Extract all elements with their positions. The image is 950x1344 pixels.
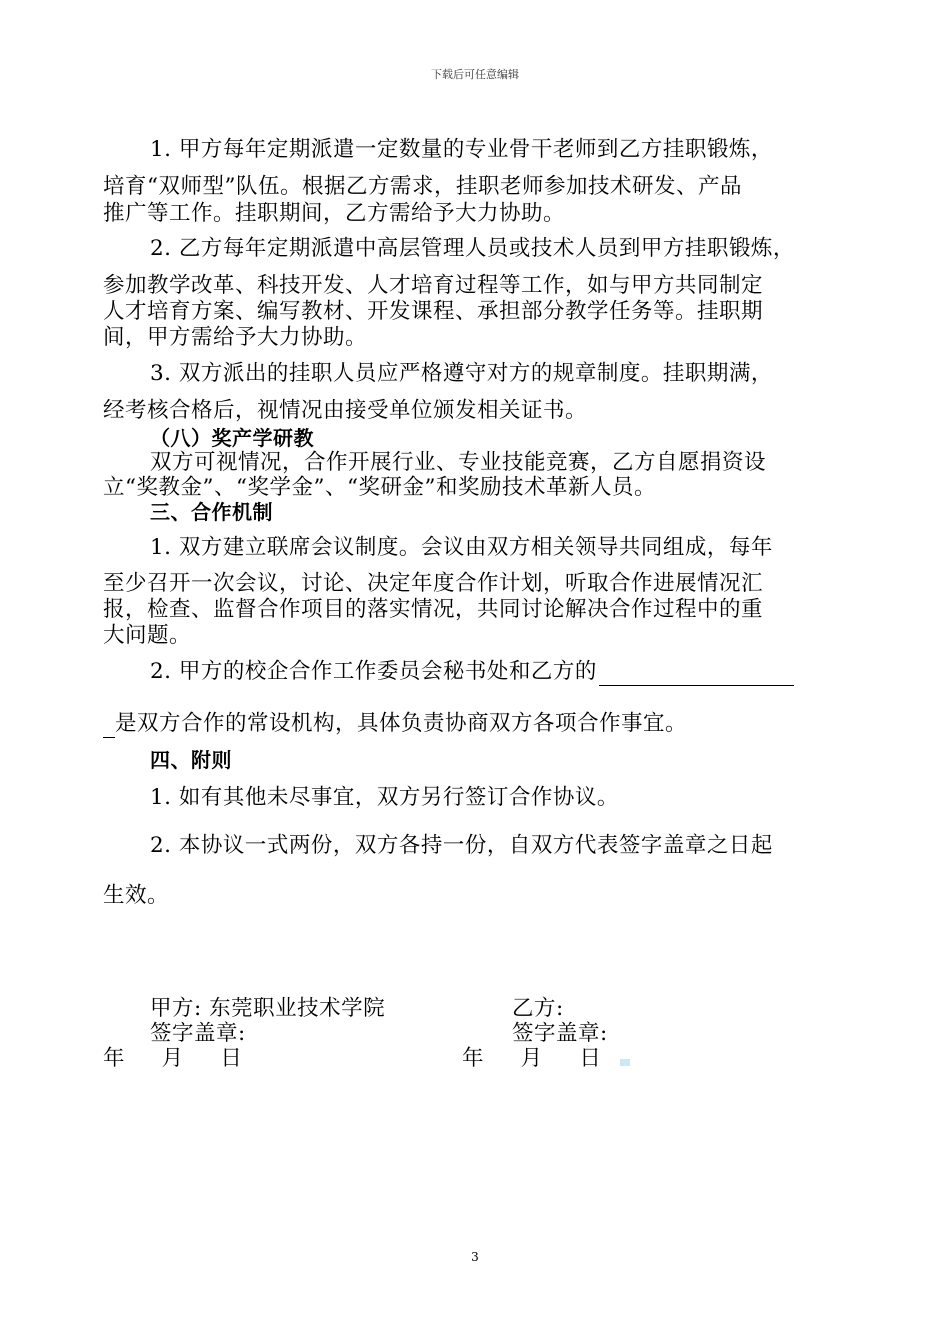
- text-line: 1. 如有其他未尽事宜，双方另行签订合作协议。: [150, 785, 619, 810]
- text-line: 2. 乙方每年定期派遣中高层管理人员或技术人员到甲方挂职锻炼，: [150, 236, 795, 261]
- text-line-with-blank: [150, 658, 794, 686]
- text-line: 至少召开一次会议，讨论、决定年度合作计划，听取合作进展情况汇: [103, 571, 764, 596]
- text-line: [103, 710, 687, 738]
- page-number: 3: [471, 1250, 479, 1264]
- section-heading-8: （八）奖产学研教: [150, 426, 314, 450]
- section-heading-3: 三、合作机制: [150, 500, 273, 524]
- text-line: 推广等工作。挂职期间，乙方需给予大力协助。: [103, 201, 566, 226]
- text-line: 双方可视情况，合作开展行业、专业技能竞赛，乙方自愿捐资设: [150, 450, 767, 475]
- text-line: 1. 双方建立联席会议制度。会议由双方相关领导共同组成，每年: [150, 535, 773, 560]
- cursor-marker: [620, 1059, 630, 1066]
- text-line: 立“奖教金”、“奖学金”、“奖研金”和奖励技术革新人员。: [103, 475, 656, 500]
- fill-in-blank[interactable]: [599, 663, 794, 686]
- party-a-seal: 签字盖章:: [150, 1021, 246, 1046]
- party-b-seal: 签字盖章:: [512, 1021, 608, 1046]
- text-line: 间，甲方需给予大力协助。: [103, 325, 368, 350]
- section-heading-4: 四、附则: [150, 748, 232, 772]
- text-line: 参加教学改革、科技开发、人才培育过程等工作，如与甲方共同制定: [103, 273, 764, 298]
- text-line: 报，检查、监督合作项目的落实情况，共同讨论解决合作过程中的重: [103, 597, 764, 622]
- text-line: 3. 双方派出的挂职人员应严格遵守对方的规章制度。挂职期满，: [150, 361, 773, 386]
- text-line: 大问题。: [103, 623, 192, 648]
- text-line: 培育“双师型”队伍。根据乙方需求，挂职老师参加技术研发、产品: [103, 174, 742, 199]
- text-segment: 2. 甲方的校企合作工作委员会秘书处和乙方的: [150, 659, 597, 684]
- text-line: 1. 甲方每年定期派遣一定数量的专业骨干老师到乙方挂职锻炼，: [150, 137, 773, 162]
- text-line: 人才培育方案、编写教材、开发课程、承担部分教学任务等。挂职期: [103, 299, 764, 324]
- text-line: 生效。: [103, 883, 170, 908]
- party-a-date: 年 月 日: [103, 1046, 243, 1071]
- party-a-label: 甲方: 东莞职业技术学院: [150, 996, 386, 1021]
- text-line: 2. 本协议一式两份，双方各持一份，自双方代表签字盖章之日起: [150, 833, 773, 858]
- page-header: 下载后可任意编辑: [431, 68, 519, 81]
- fill-in-blank-tail: [103, 715, 115, 738]
- text-line: 经考核合格后，视情况由接受单位颁发相关证书。: [103, 398, 588, 423]
- party-b-label: 乙方:: [512, 996, 564, 1021]
- party-b-date: 年 月 日: [462, 1046, 602, 1071]
- text-segment: 是双方合作的常设机构，具体负责协商双方各项合作事宜。: [115, 711, 688, 736]
